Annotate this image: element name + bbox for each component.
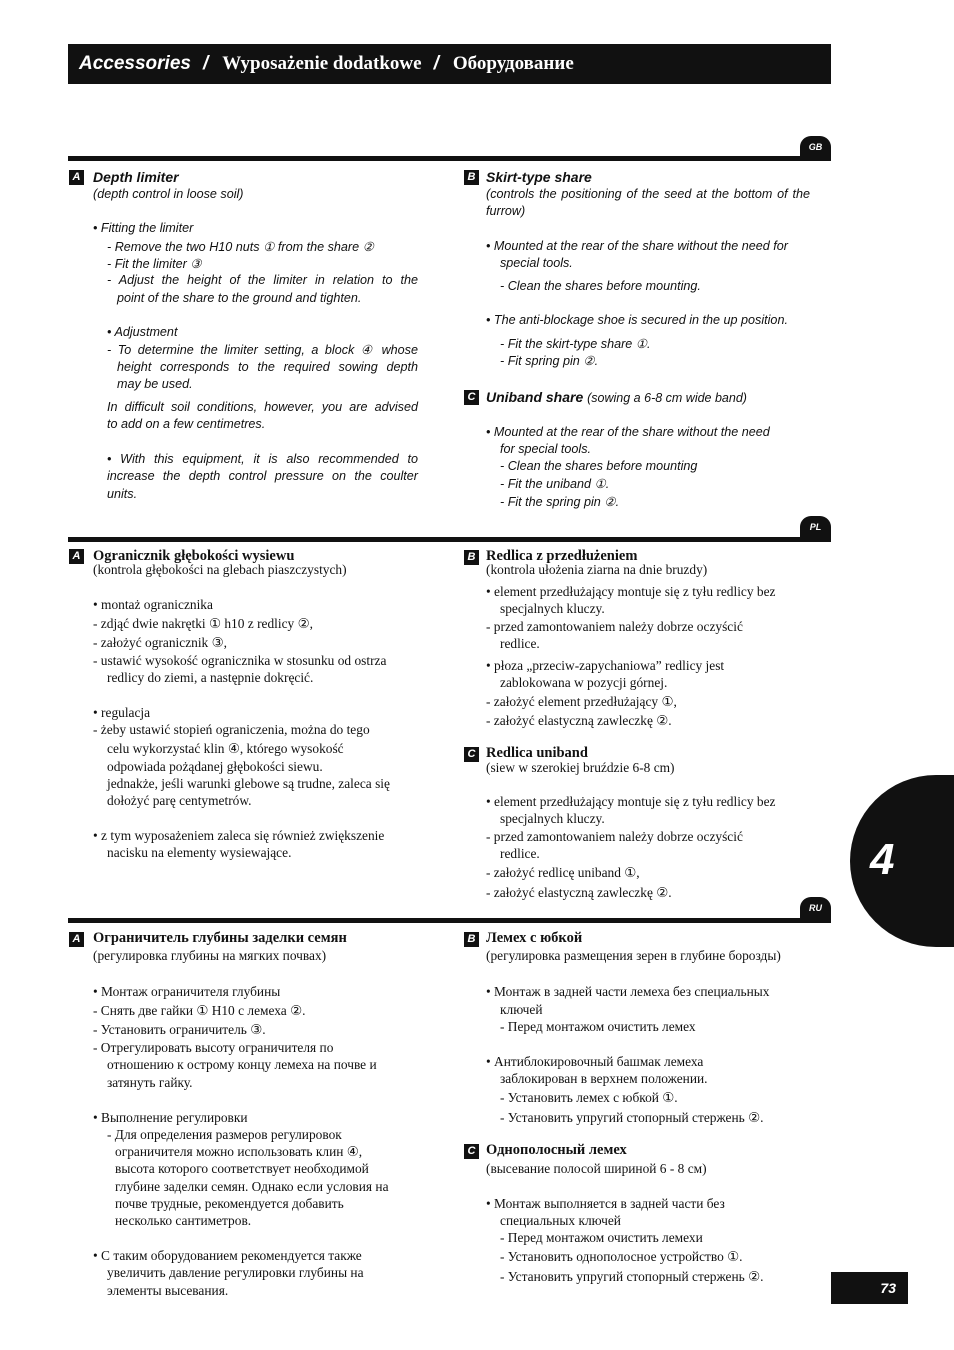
lang-tab-gb: GB (800, 136, 831, 158)
gb-a-rec3: units. (107, 487, 138, 501)
ru-a-r2: - Для определения размеров регулировок (107, 1127, 342, 1142)
gb-a-diff1: In difficult soil conditions, however, you are advised (107, 400, 418, 414)
pl-a-l2: - zdjąć dwie nakrętki ① h10 z redlicy ②, (93, 616, 313, 631)
gb-a-adjustment: • Adjustment (107, 325, 178, 339)
badge-a: A (69, 549, 84, 564)
lang-tab-ru: RU (800, 897, 831, 919)
pl-b-title: Redlica z przedłużeniem (486, 548, 638, 564)
gb-b-ab1: • The anti-blockage shoe is secured in the up position. (486, 313, 788, 327)
pl-c-l2: specjalnych kluczy. (500, 811, 605, 826)
ru-a-r1: • Выполнение регулировки (93, 1110, 248, 1125)
pl-a-l1: • montaż ogranicznika (93, 597, 213, 612)
ru-a-l4: - Отрегулировать высоту ограничителя по (93, 1040, 334, 1055)
gb-a-fit2: - Fit the limiter ③ (107, 257, 202, 271)
ru-c-l2: специальных ключей (500, 1213, 621, 1228)
pl-a-r3: celu wykorzystać klin ④, którego wysokość (107, 741, 344, 756)
pl-c-title: Redlica uniband (486, 745, 588, 761)
lang-tab-pl: PL (800, 516, 831, 538)
ru-a-l5: отношению к острому концу лемеха на почве и (107, 1057, 377, 1072)
badge-c: C (464, 390, 479, 405)
ru-a-e2: увеличить давление регулировки глубины на (107, 1265, 364, 1280)
pl-b-l8: - założyć elastyczną zawleczkę ②. (486, 713, 672, 728)
pl-c-l6: - założyć elastyczną zawleczkę ②. (486, 885, 672, 900)
gb-b-m2: special tools. (500, 256, 573, 270)
chapter-number: 4 (870, 835, 895, 884)
pl-c-l4: redlice. (500, 846, 540, 861)
gb-a-fitting: • Fitting the limiter (93, 221, 194, 235)
pl-c-subtitle: (siew w szerokiej bruździe 6-8 cm) (486, 760, 675, 775)
ru-a-l1: • Монтаж ограничителя глубины (93, 984, 281, 999)
pl-a-subtitle: (kontrola głębokości na glebach piaszczystych) (93, 562, 347, 577)
badge-b: B (464, 550, 479, 565)
pl-a-l4: - ustawić wysokość ogranicznika w stosunku od ostrza (93, 653, 387, 668)
gb-b-title: Skirt-type share (486, 169, 592, 185)
gb-b-ab2: - Fit the skirt-type share ①. (500, 337, 651, 351)
ru-c-title: Однополосный лемех (486, 1142, 627, 1158)
gb-c-m5: - Fit the spring pin ②. (500, 495, 620, 509)
ru-a-r6: почве трудные, рекомендуется добавить (115, 1196, 344, 1211)
gb-a-rec1: • With this equipment, it is also recommended to (107, 452, 418, 466)
gb-c-subtitle: (sowing a 6-8 cm wide band) (587, 391, 747, 405)
ru-a-r3: ограничителя можно использовать клин ④, (115, 1144, 363, 1159)
gb-b-m3: - Clean the shares before mounting. (500, 279, 701, 293)
ru-b-l7: - Установить упругий стопорный стержень ②. (500, 1110, 764, 1125)
badge-c: C (464, 1144, 479, 1159)
ru-b-l6: - Установить лемех с юбкой ①. (500, 1090, 678, 1105)
page-header (68, 44, 831, 84)
gb-a-adj1c: may be used. (117, 377, 193, 391)
pl-a-r2: - żeby ustawić stopień ograniczenia, można do tego (93, 722, 370, 737)
header-accessories: Accessories (79, 53, 191, 74)
gb-a-rec2: increase the depth control pressure on the coulter (107, 469, 418, 483)
ru-b-l2: ключей (500, 1002, 543, 1017)
ru-c-l1: • Монтаж выполняется в задней части без (486, 1196, 725, 1211)
header-separator: / (433, 53, 439, 74)
pl-a-l3: - założyć ogranicznik ③, (93, 635, 227, 650)
pl-b-l1: • element przedłużający montuje się z tyłu redlicy bez (486, 584, 776, 599)
ru-a-r5: глубине заделки семян. Однако если условия на (115, 1179, 389, 1194)
gb-b-ab3: - Fit spring pin ②. (500, 354, 599, 368)
header-separator: / (202, 53, 209, 74)
ru-b-subtitle: (регулировка размещения зерен в глубине борозды) (486, 948, 781, 963)
section-divider-ru (68, 918, 831, 923)
pl-b-subtitle: (kontrola ułożenia ziarna na dnie bruzdy) (486, 562, 708, 577)
pl-c-l5: - założyć redlicę uniband ①, (486, 865, 640, 880)
gb-b-m1: • Mounted at the rear of the share without the need for (486, 239, 788, 253)
gb-c-m1: • Mounted at the rear of the share without the need (486, 425, 770, 439)
ru-a-l3: - Установить ограничитель ③. (93, 1022, 266, 1037)
pl-b-l7: - założyć element przedłużający ①, (486, 694, 677, 709)
pl-a-l5: redlicy do ziemi, a następnie dokręcić. (107, 670, 314, 685)
pl-a-e2: nacisku na elementy wysiewające. (107, 845, 292, 860)
page-number: 73 (831, 1272, 908, 1304)
pl-a-r5: jednakże, jeśli warunki glebowe są trudne, zaleca się (107, 776, 390, 791)
header-polish: Wyposażenie dodatkowe (222, 53, 422, 74)
pl-b-l4: redlice. (500, 636, 540, 651)
ru-a-e1: • С таким оборудованием рекомендуется также (93, 1248, 362, 1263)
pl-b-l5: • płoza „przeciw-zapychaniowa” redlicy jest (486, 658, 725, 673)
badge-b: B (464, 932, 479, 947)
gb-c-m2: for special tools. (500, 442, 591, 456)
gb-b-sub1: (controls the positioning of the seed at the bottom of the (486, 187, 810, 201)
ru-c-l5: - Установить упругий стопорный стержень ②. (500, 1269, 764, 1284)
ru-b-l3: - Перед монтажом очистить лемех (500, 1019, 696, 1034)
gb-a-fit3a: - Adjust the height of the limiter in relation to the (107, 273, 418, 287)
ru-b-l5: заблокирован в верхнем положении. (500, 1071, 708, 1086)
pl-c-l1: • element przedłużający montuje się z tyłu redlicy bez (486, 794, 776, 809)
ru-b-l1: • Монтаж в задней части лемеха без специальных (486, 984, 770, 999)
gb-a-diff2: to add on a few centimetres. (107, 417, 266, 431)
ru-a-l6: затянуть гайку. (107, 1075, 193, 1090)
ru-a-title: Ограничитель глубины заделки семян (93, 930, 347, 946)
pl-b-l3: - przed zamontowaniem należy dobrze oczyścić (486, 619, 743, 634)
gb-a-adj1b: height corresponds to the required sowing depth (117, 360, 418, 374)
pl-c-l3: - przed zamontowaniem należy dobrze oczyścić (486, 829, 743, 844)
ru-a-e3: элементы высевания. (107, 1283, 229, 1298)
gb-c-m4: - Fit the uniband ①. (500, 477, 610, 491)
gb-a-fit1: - Remove the two H10 nuts ① from the share ② (107, 240, 374, 254)
ru-a-r7: несколько сантиметров. (115, 1213, 252, 1228)
pl-a-title: Ogranicznik głębokości wysiewu (93, 548, 295, 564)
pl-a-r1: • regulacja (93, 705, 151, 720)
ru-a-l2: - Снять две гайки ① H10 с лемеха ②. (93, 1003, 306, 1018)
pl-b-l2: specjalnych kluczy. (500, 601, 605, 616)
ru-c-l4: - Установить однополосное устройство ①. (500, 1249, 743, 1264)
ru-c-subtitle: (высевание полосой шириной 6 - 8 см) (486, 1161, 707, 1176)
badge-a: A (69, 932, 84, 947)
badge-b: B (464, 170, 479, 185)
gb-a-subtitle: (depth control in loose soil) (93, 187, 244, 201)
pl-b-l6: zablokowana w pozycji górnej. (500, 675, 668, 690)
ru-b-title: Лемех с юбкой (486, 930, 583, 946)
section-divider-pl (68, 537, 831, 542)
gb-b-sub2: furrow) (486, 204, 526, 218)
gb-a-title: Depth limiter (93, 169, 179, 185)
ru-c-l3: - Перед монтажом очистить лемехи (500, 1230, 703, 1245)
gb-c-title (486, 388, 747, 407)
gb-a-adj1a: - To determine the limiter setting, a block ④ whose (107, 343, 418, 357)
pl-a-r6: dołożyć parę centymetrów. (107, 793, 252, 808)
gb-c-m3: - Clean the shares before mounting (500, 459, 698, 473)
pl-a-e1: • z tym wyposażeniem zaleca się również zwiększenie (93, 828, 385, 843)
badge-a: A (69, 170, 84, 185)
gb-c-title-text: Uniband share (486, 389, 584, 405)
pl-a-r4: odpowiada pożądanej głębokości siewu. (107, 759, 323, 774)
header-russian: Оборудование (452, 53, 574, 74)
ru-a-subtitle: (регулировка глубины на мягких почвах) (93, 948, 327, 963)
badge-c: C (464, 747, 479, 762)
gb-a-fit3b: point of the share to the ground and tighten. (117, 291, 362, 305)
ru-b-l4: • Антиблокировочный башмак лемеха (486, 1054, 704, 1069)
section-divider-gb (68, 156, 831, 161)
ru-a-r4: высота которого соответствует необходимой (115, 1161, 369, 1176)
